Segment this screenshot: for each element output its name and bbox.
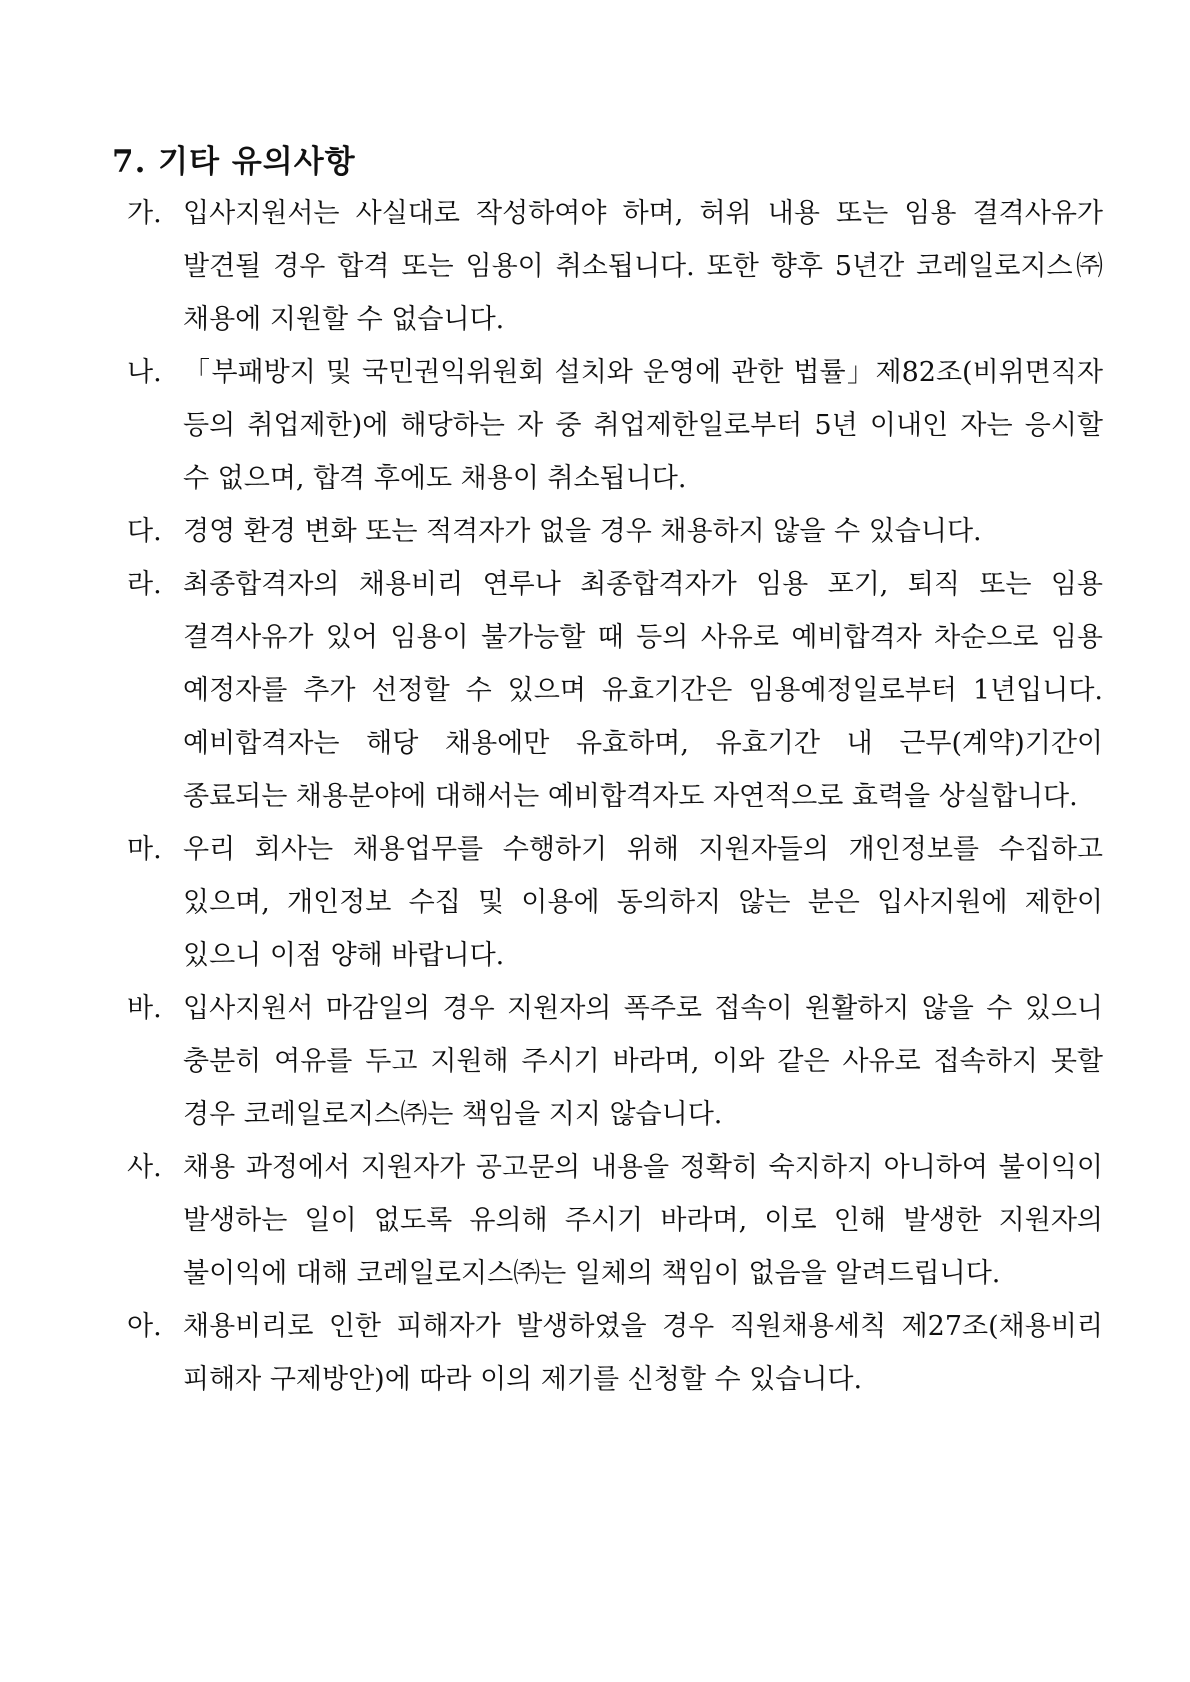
list-item xyxy=(127,505,1103,558)
item-marker: 바. xyxy=(127,993,162,1024)
list-item xyxy=(127,1300,1103,1406)
item-text: 채용 과정에서 지원자가 공고문의 내용을 정확히 숙지하지 아니하여 불이익이 발생하는 일이 없도록 유의해 주시기 바라며, 이로 인해 발생한 지원자의 불이익에 대해 코레일로지스㈜는 일체의 책임이 없음을 알려드립니다. xyxy=(183,1152,1103,1289)
item-text: 채용비리로 인한 피해자가 발생하였을 경우 직원채용세칙 제27조(채용비리 피해자 구제방안)에 따라 이의 제기를 신청할 수 있습니다. xyxy=(183,1311,1103,1395)
list-item xyxy=(127,558,1103,823)
item-marker: 아. xyxy=(127,1311,162,1342)
item-marker: 다. xyxy=(127,516,162,547)
list-item xyxy=(127,823,1103,982)
item-marker: 사. xyxy=(127,1152,162,1183)
item-text: 최종합격자의 채용비리 연루나 최종합격자가 임용 포기, 퇴직 또는 임용 결격사유가 있어 임용이 불가능할 때 등의 사유로 예비합격자 차순으로 임용 예정자를 추가 선정할 수 있으며 유효기간은 임용예정일로부터 1년입니다. 예비합격자는 해당 채용에만 유효하며, 유효기간 내 근무(계약)기간이 종료되는 채용분야에 대해서는 예비합격자도 자연적으로 효력을 상실합니다. xyxy=(183,569,1103,812)
item-text: 「부패방지 및 국민권익위원회 설치와 운영에 관한 법률」제82조(비위면직자 등의 취업제한)에 해당하는 자 중 취업제한일로부터 5년 이내인 자는 응시할 수 없으며, 합격 후에도 채용이 취소됩니다. xyxy=(183,357,1103,494)
item-text: 입사지원서 마감일의 경우 지원자의 폭주로 접속이 원활하지 않을 수 있으니 충분히 여유를 두고 지원해 주시기 바라며, 이와 같은 사유로 접속하지 못할 경우 코레일로지스㈜는 책임을 지지 않습니다. xyxy=(183,993,1103,1130)
list-item xyxy=(127,982,1103,1141)
list-item xyxy=(127,1141,1103,1300)
list-item xyxy=(127,187,1103,346)
notice-list xyxy=(127,187,1103,1406)
item-marker: 라. xyxy=(127,569,162,600)
item-text: 우리 회사는 채용업무를 수행하기 위해 지원자들의 개인정보를 수집하고 있으며, 개인정보 수집 및 이용에 동의하지 않는 분은 입사지원에 제한이 있으니 이점 양해 바랍니다. xyxy=(183,834,1103,971)
item-marker: 가. xyxy=(127,198,162,229)
item-text: 경영 환경 변화 또는 적격자가 없을 경우 채용하지 않을 수 있습니다. xyxy=(183,516,982,547)
section-title: 7. 기타 유의사항 xyxy=(112,144,356,180)
item-marker: 마. xyxy=(127,834,162,865)
item-marker: 나. xyxy=(127,357,162,388)
list-item xyxy=(127,346,1103,505)
item-text: 입사지원서는 사실대로 작성하여야 하며, 허위 내용 또는 임용 결격사유가 발견될 경우 합격 또는 임용이 취소됩니다. 또한 향후 5년간 코레일로지스㈜ 채용에 지원할 수 없습니다. xyxy=(183,198,1103,335)
